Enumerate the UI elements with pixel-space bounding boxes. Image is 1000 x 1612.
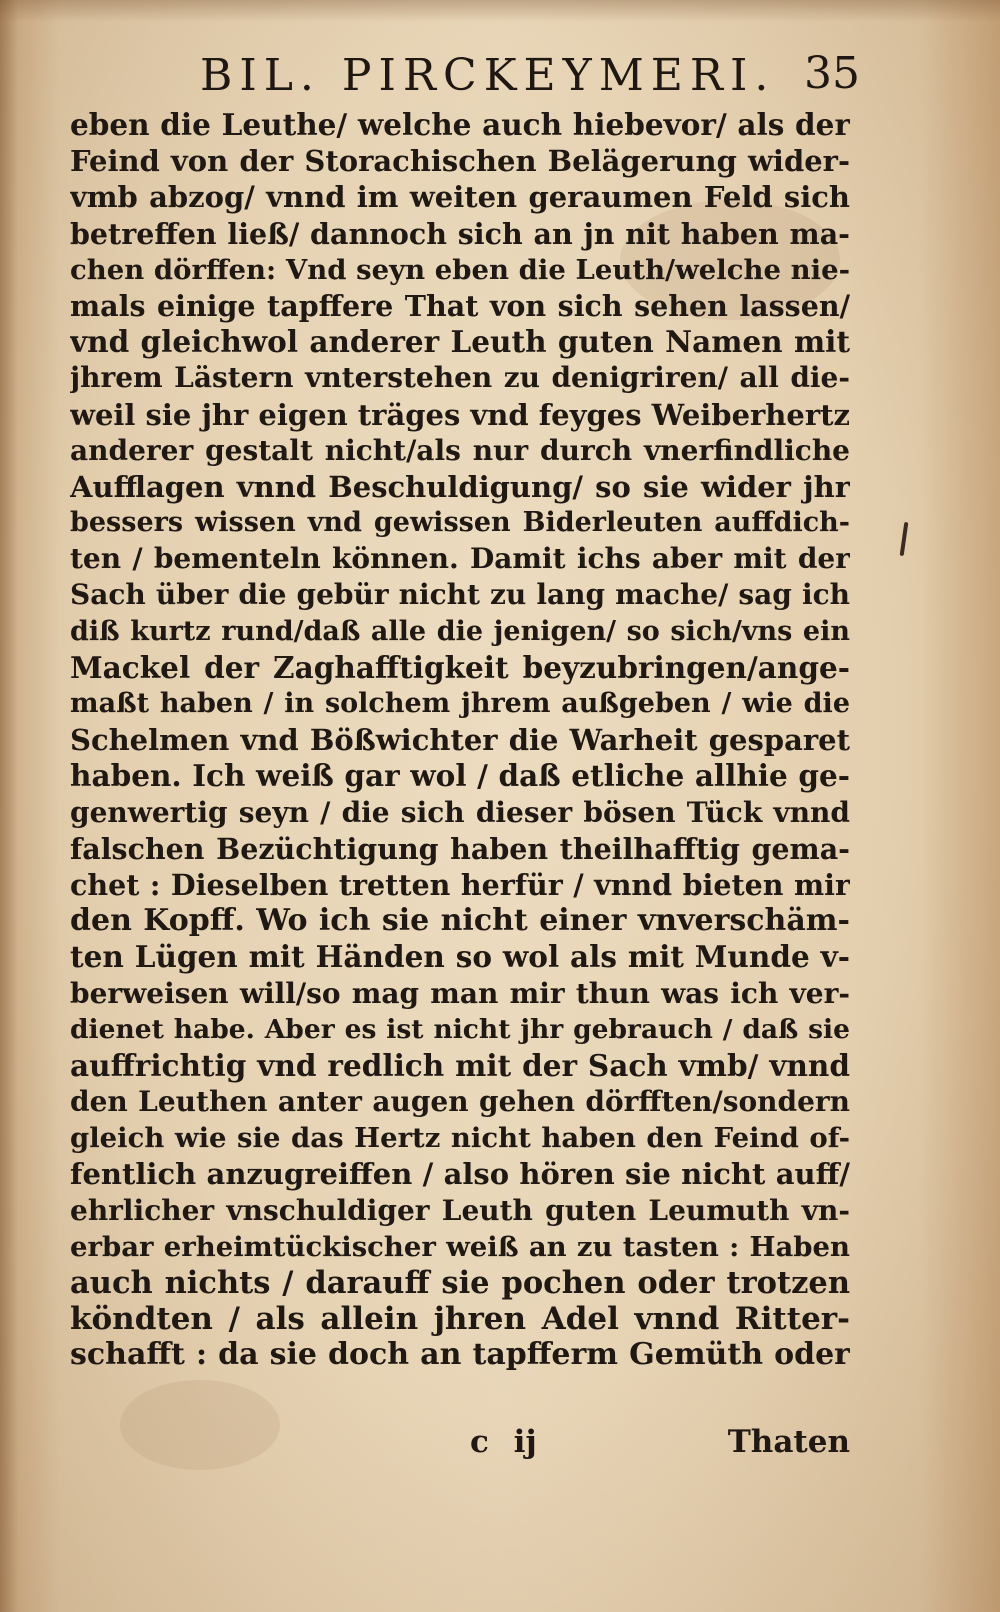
text-line: ten Lügen mit Händen so wol als mit Munde v-	[70, 939, 850, 975]
text-line: auffrichtig vnd redlich mit der Sach vmb/ vnnd	[70, 1047, 850, 1083]
text-line: Schelmen vnd Bößwichter die Warheit gesparet	[70, 723, 850, 758]
page-number: 35	[804, 48, 860, 99]
paper-stain	[120, 1380, 280, 1470]
text-line: erbar erheimtückischer weiß an zu tasten : Haben	[70, 1230, 850, 1263]
text-line: bessers wissen vnd gewissen Biderleuten auffdich-	[70, 507, 850, 539]
page-header	[200, 40, 860, 110]
text-line: vmb abzog/ vnnd im weiten geraumen Feld sich	[70, 180, 850, 215]
text-line: eben die Leuthe/ welche auch hiebevor/ als der	[70, 107, 850, 142]
text-line: diß kurtz rund/daß alle die jenigen/ so sich/vns ein	[70, 615, 850, 647]
text-line: genwertig seyn / die sich dieser bösen Tück vnnd	[70, 795, 850, 829]
text-line: den Kopff. Wo ich sie nicht einer vnverschäm-	[70, 903, 850, 939]
text-line: Sach über die gebür nicht zu lang mache/ sag ich	[70, 578, 850, 612]
text-line: betreffen ließ/ dannoch sich an jn nit haben ma-	[70, 216, 850, 251]
text-line: schafft : da sie doch an tapfferm Gemüth oder	[70, 1337, 850, 1373]
text-line: anderer gestalt nicht/als nur durch vnerfindliche	[70, 433, 850, 467]
text-line: dienet habe. Aber es ist nicht jhr gebrauch / daß sie	[70, 1013, 850, 1045]
running-title: BIL. PIRCKEYMERI.	[200, 50, 776, 101]
text-line: fentlich anzugreiffen / also hören sie nicht auff/	[70, 1157, 850, 1192]
page-footer	[470, 1424, 850, 1464]
page-edge-shadow	[0, 0, 18, 1612]
text-line: auch nichts / darauff sie pochen oder trotzen	[70, 1265, 850, 1301]
signature-mark: c ij	[470, 1424, 537, 1460]
body-text	[70, 107, 850, 1374]
text-line: vnd gleichwol anderer Leuth guten Namen mit	[70, 324, 850, 360]
text-line: chet : Dieselben tretten herfür / vnnd bieten mir	[70, 867, 850, 902]
text-line: gleich wie sie das Hertz nicht haben den Feind of-	[70, 1122, 850, 1155]
page-top-shadow	[0, 0, 1000, 22]
text-line: ehrlicher vnschuldiger Leuth guten Leumuth vn-	[70, 1193, 850, 1227]
text-line: köndten / als allein jhren Adel vnnd Ritter-	[70, 1301, 850, 1338]
text-line: haben. Ich weiß gar wol / daß etliche allhie ge-	[70, 758, 850, 794]
catchword: Thaten	[727, 1424, 850, 1460]
text-line: jhrem Lästern vnterstehen zu denigriren/ all die-	[70, 361, 850, 395]
text-line: chen dörffen: Vnd seyn eben die Leuth/welche nie-	[70, 253, 850, 286]
text-line: Aufflagen vnnd Beschuldigung/ so sie wider jhr	[70, 469, 850, 504]
text-line: den Leuthen anter augen gehen dörfften/sondern	[70, 1085, 850, 1119]
text-line: mals einige tapffere That von sich sehen lassen/	[70, 288, 850, 323]
margin-mark	[900, 522, 909, 556]
text-line: Feind von der Storachischen Belägerung wider-	[70, 144, 850, 179]
text-line: Mackel der Zaghafftigkeit beyzubringen/ange-	[70, 649, 850, 685]
text-line: falschen Bezüchtigung haben theilhafftig gema-	[70, 831, 850, 866]
text-line: berweisen will/so mag man mir thun was ich ver-	[70, 976, 850, 1010]
text-line: maßt haben / in solchem jhrem außgeben / wie die	[70, 688, 850, 719]
text-line: weil sie jhr eigen träges vnd feyges Weiberhertz	[70, 397, 850, 432]
text-line: ten / bementeln können. Damit ichs aber mit der	[70, 542, 850, 576]
